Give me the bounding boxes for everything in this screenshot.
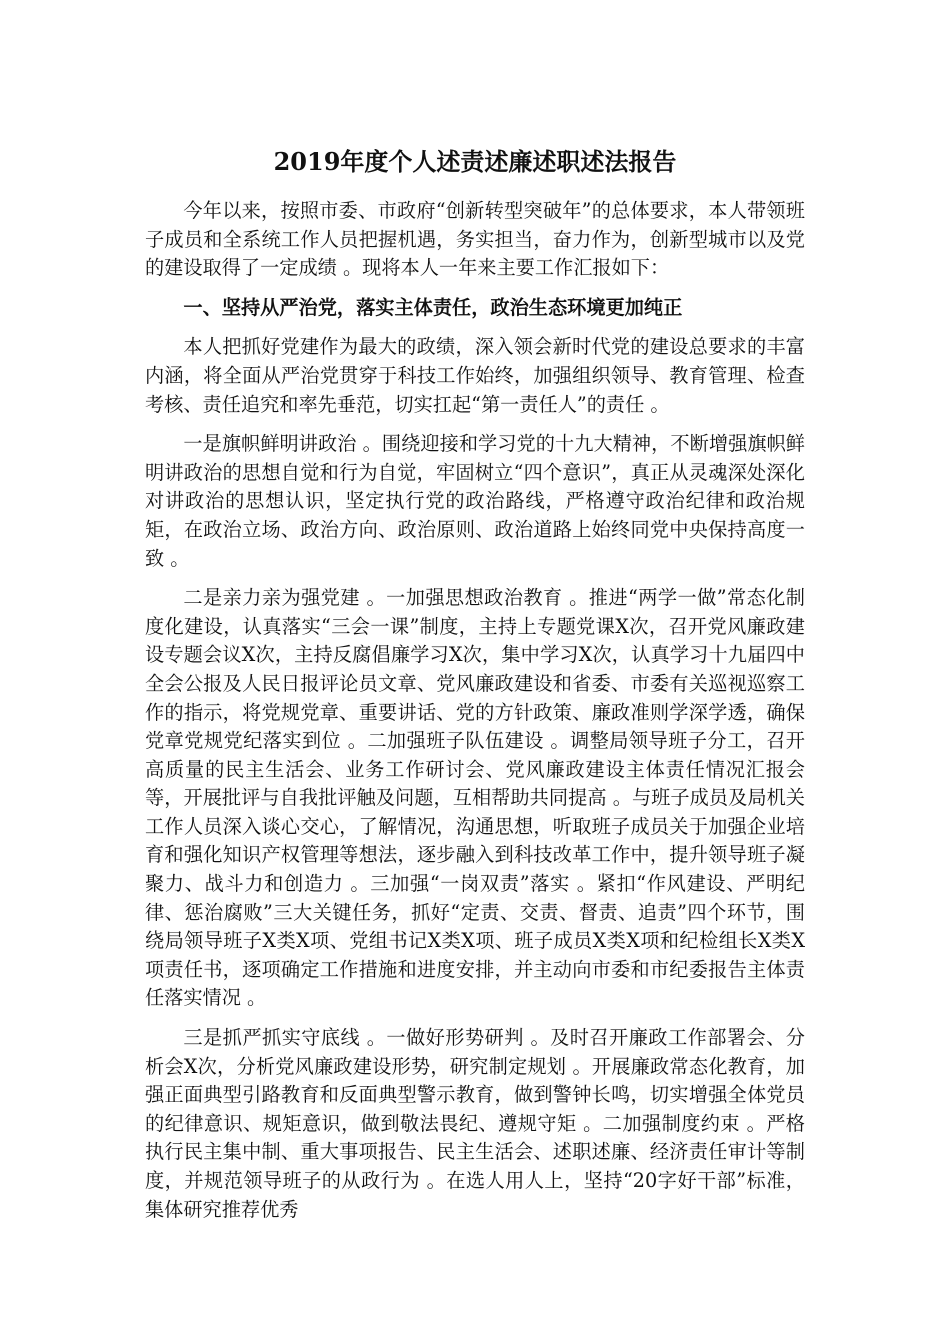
- document-title: 2019年度个人述责述廉述职述法报告: [273, 147, 677, 176]
- section-1-paragraph-4: 三是抓严抓实守底线 。一做好形势研判 。及时召开廉政工作部署会、分析会X次，分析党风廉政建设形势，研究制定规划 。开展廉政常态化教育，加强正面典型引路教育和反面典型警示教育，做到警钟长鸣，切实增强全体党员的纪律意识、规矩意识，做到敬法畏纪、遵规守矩 。二加强制度约束 。严格执行民主集中制、重大事项报告、民主生活会、述职述廉、经济责任审计等制度，并规范领导班子的从政行为 。在选人用人上，坚持“20字好干部”标准，集体研究推荐优秀: [145, 1026, 805, 1221]
- document-body: [145, 197, 805, 1235]
- section-1-paragraph-2: 一是旗帜鲜明讲政治 。围绕迎接和学习党的十九大精神，不断增强旗帜鲜明讲政治的思想自觉和行为自觉，牢固树立“四个意识”，真正从灵魂深处深化对讲政治的思想认识，坚定执行党的政治路线，严格遵守政治纪律和政治规矩，在政治立场、政治方向、政治原则、政治道路上始终同党中央保持高度一致 。: [145, 432, 805, 570]
- section-1-paragraph-1: 本人把抓好党建作为最大的政绩，深入领会新时代党的建设总要求的丰富内涵，将全面从严治党贯穿于科技工作始终，加强组织领导、教育管理、检查考核、责任追究和率先垂范，切实扛起“第一责任人”的责任 。: [145, 335, 805, 416]
- intro-paragraph: 今年以来，按照市委、市政府“创新转型突破年”的总体要求，本人带领班子成员和全系统工作人员把握机遇，务实担当，奋力作为，创新型城市以及党的建设取得了一定成绩 。现将本人一年来主要工作汇报如下：: [145, 199, 805, 280]
- section-1-heading: 一、坚持从严治党，落实主体责任，政治生态环境更加纯正: [183, 295, 683, 319]
- section-1-paragraph-3: 二是亲力亲为强党建 。一加强思想政治教育 。推进“两学一做”常态化制度化建设，认真落实“三会一课”制度，主持上专题党课X次，召开党风廉政建设专题会议X次，主持反腐倡廉学习X次，集中学习X次，认真学习十九届四中全会公报及人民日报评论员文章、党风廉政建设和省委、市委有关巡视巡察工作的指示，将党规党章、重要讲话、党的方针政策、廉政准则学深学透，确保党章党规党纪落实到位 。二加强班子队伍建设 。调整局领导班子分工，召开高质量的民主生活会、业务工作研讨会、党风廉政建设主体责任情况汇报会等，开展批评与自我批评触及问题，互相帮助共同提高 。与班子成员及局机关工作人员深入谈心交心，了解情况，沟通思想，听取班子成员关于加强企业培育和强化知识产权管理等想法，逐步融入到科技改革工作中，提升领导班子凝聚力、战斗力和创造力 。三加强“一岗双责”落实 。紧扣“作风建设、严明纪律、惩治腐败”三大关键任务，抓好“定责、交责、督责、追责”四个环节，围绕局领导班子X类X项、党组书记X类X项、班子成员X类X项和纪检组长X类X项责任书，逐项确定工作措施和进度安排，并主动向市委和市纪委报告主体责任落实情况 。: [145, 586, 805, 1010]
